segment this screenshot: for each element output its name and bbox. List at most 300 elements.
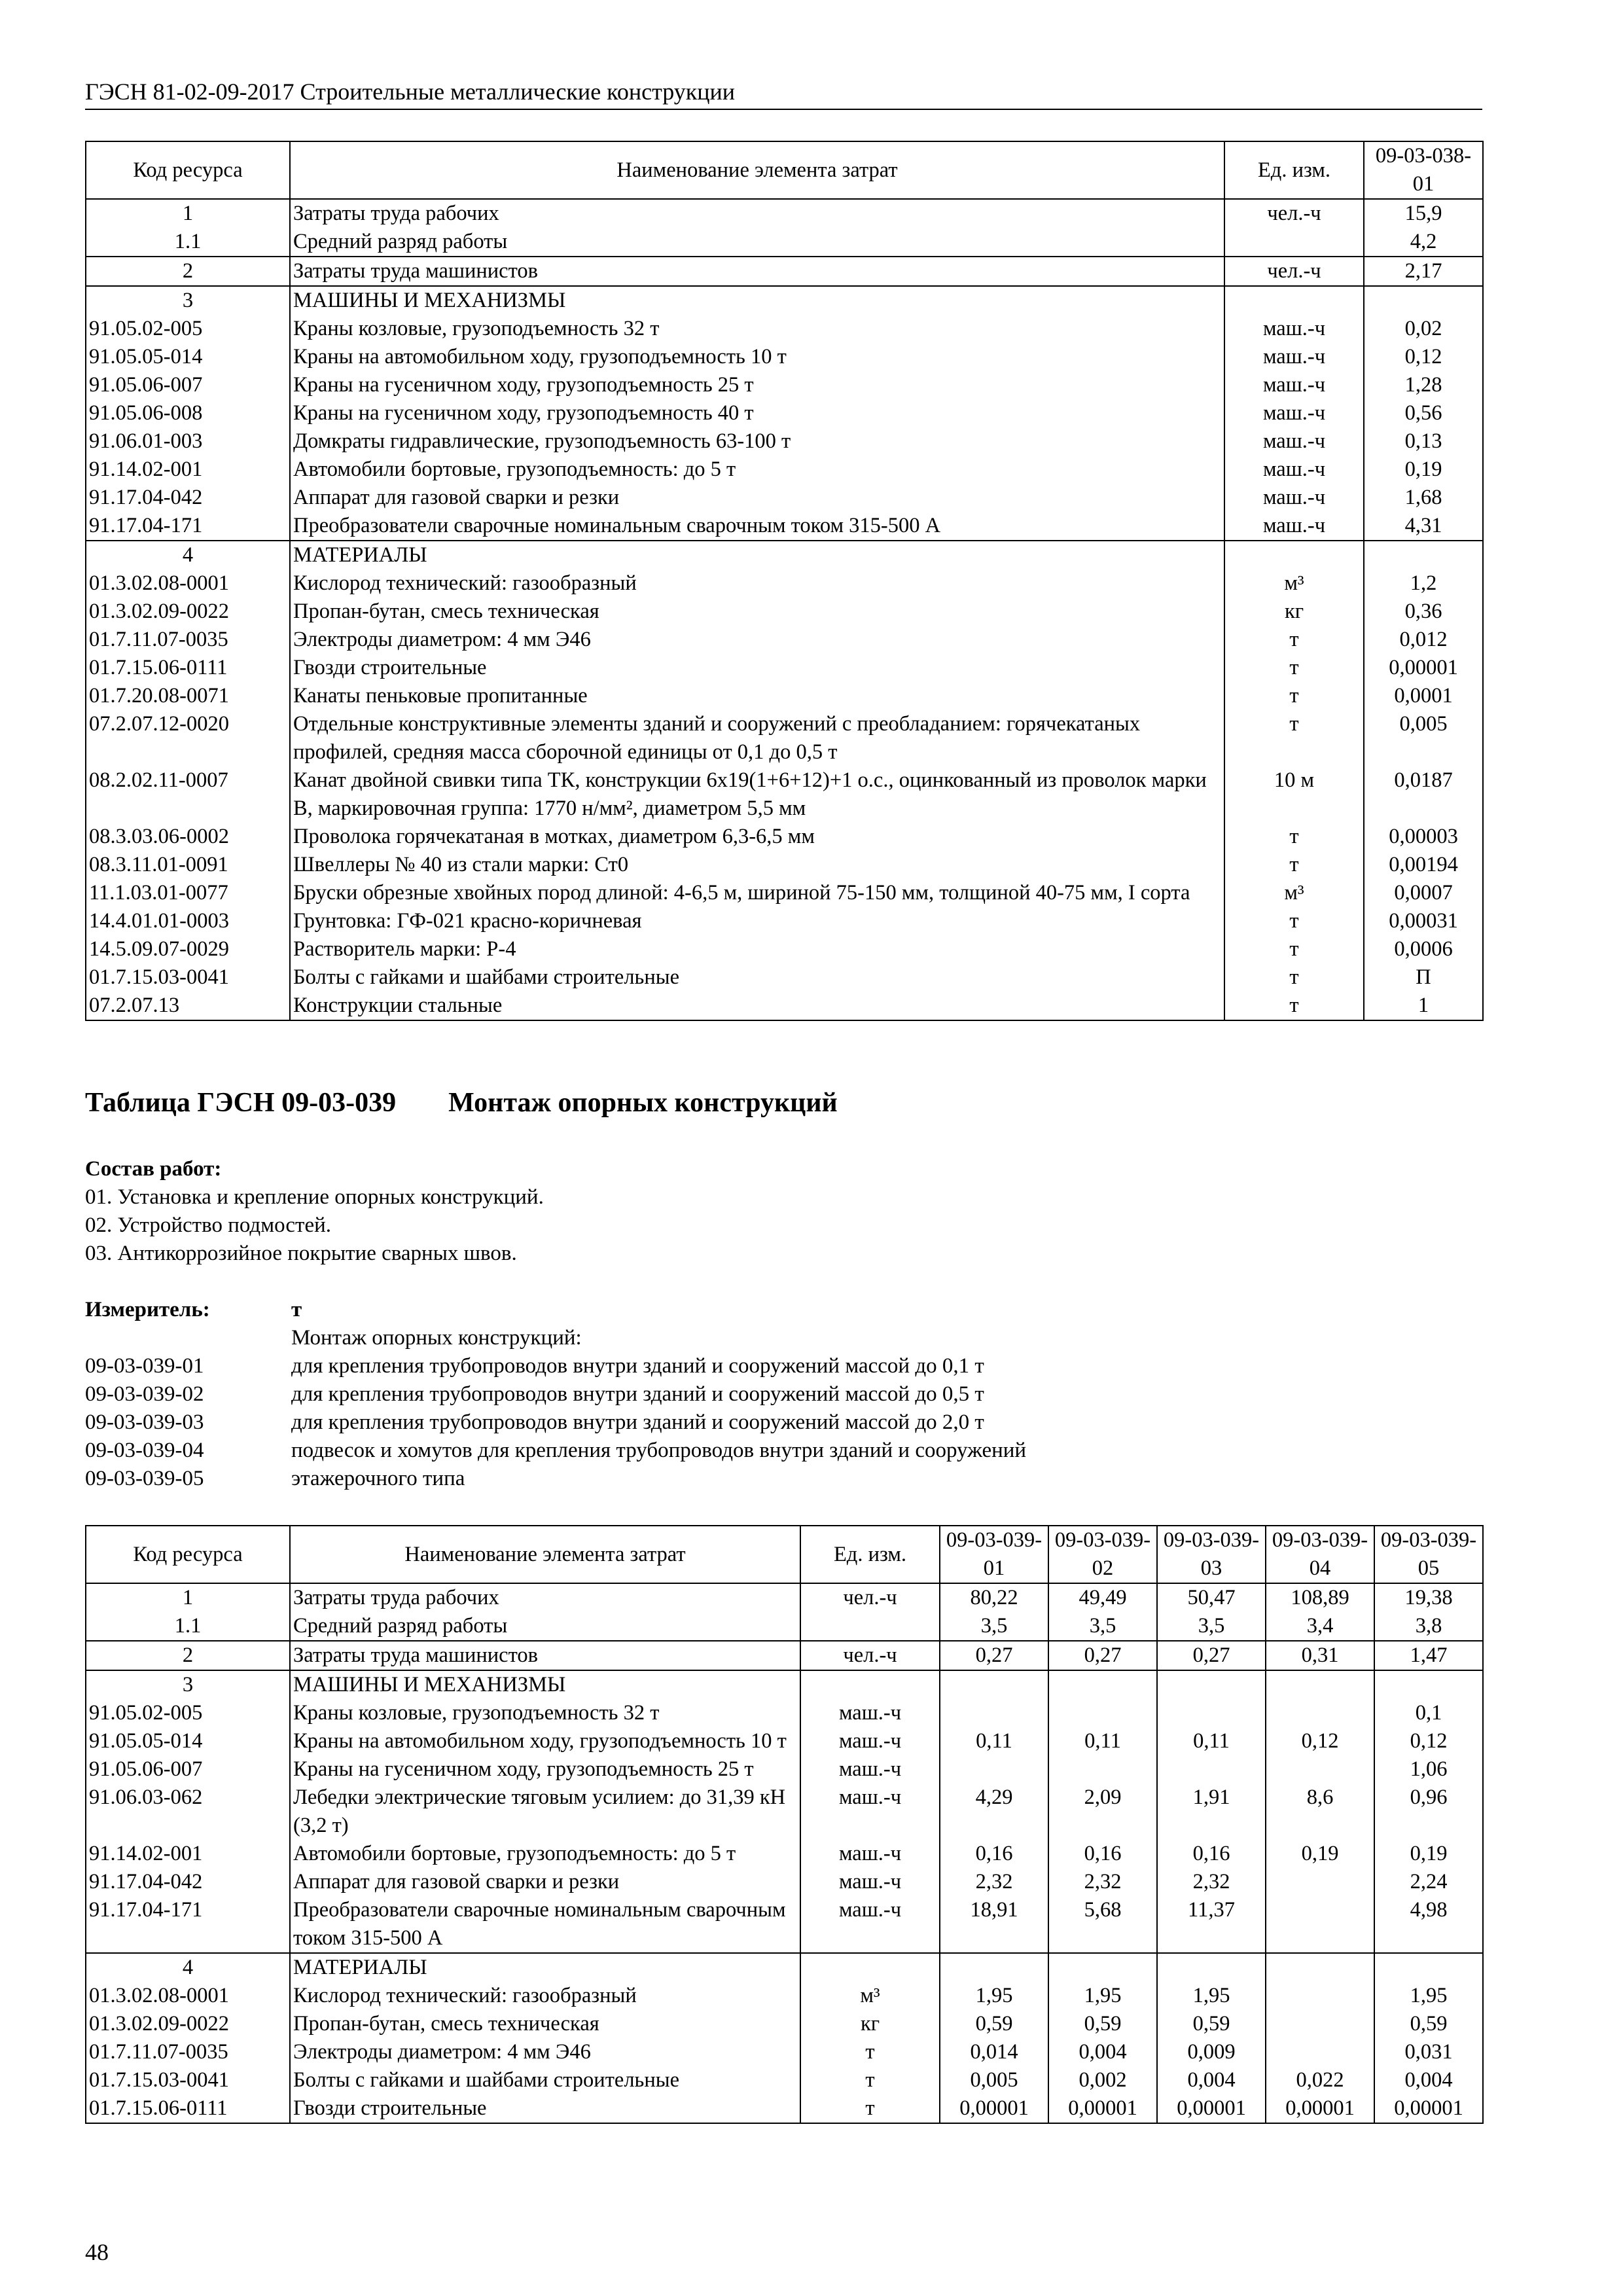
resource-value: 0,12	[1374, 1727, 1483, 1755]
col-header-unit: Ед. изм.	[1224, 141, 1364, 199]
resource-value: 0,00194	[1364, 851, 1483, 879]
resource-value: 8,6	[1266, 1784, 1374, 1840]
resource-code: 91.14.02-001	[86, 456, 290, 484]
resource-name: Затраты труда машинистов	[290, 1641, 800, 1670]
measurement-item	[85, 1408, 1482, 1437]
resource-unit: маш.-ч	[800, 1699, 940, 1727]
resource-table-038	[85, 141, 1484, 1021]
table-row	[86, 823, 1483, 851]
table-row	[86, 315, 1483, 343]
resource-value: 0,59	[1374, 2010, 1483, 2038]
resource-code: 07.2.07.13	[86, 992, 290, 1020]
resource-unit: т	[1224, 654, 1364, 682]
resource-name: Краны на гусеничном ходу, грузоподъемность 25 т	[290, 371, 1224, 399]
resource-value: 0,0001	[1364, 682, 1483, 710]
resource-value: 0,00001	[1374, 2094, 1483, 2123]
measurement-block	[85, 1296, 1482, 1493]
resource-value: 2,32	[940, 1868, 1048, 1896]
resource-name: Электроды диаметром: 4 мм Э46	[290, 2038, 800, 2066]
table-row	[86, 879, 1483, 907]
resource-name: Краны козловые, грузоподъемность 32 т	[290, 315, 1224, 343]
resource-code: 3	[86, 1670, 290, 1699]
resource-name: Электроды диаметром: 4 мм Э46	[290, 626, 1224, 654]
resource-value: 0,005	[1364, 710, 1483, 766]
resource-name: Болты с гайками и шайбами строительные	[290, 2066, 800, 2094]
resource-name: Гвозди строительные	[290, 2094, 800, 2123]
resource-value: 0,12	[1266, 1727, 1374, 1755]
resource-name: Швеллеры № 40 из стали марки: Ст0	[290, 851, 1224, 879]
table-row	[86, 710, 1483, 766]
resource-unit: маш.-ч	[1224, 343, 1364, 371]
resource-unit: чел.-ч	[1224, 257, 1364, 286]
resource-value: 4,2	[1364, 228, 1483, 257]
resource-unit: т	[800, 2094, 940, 2123]
resource-name: Краны на гусеничном ходу, грузоподъемность 40 т	[290, 399, 1224, 427]
resource-code: 08.2.02.11-0007	[86, 766, 290, 823]
resource-code: 2	[86, 1641, 290, 1670]
resource-value: 1,95	[1374, 1982, 1483, 2010]
resource-code: 91.17.04-042	[86, 484, 290, 512]
resource-unit: маш.-ч	[1224, 399, 1364, 427]
table-title	[85, 1086, 838, 1119]
table-row	[86, 1641, 1483, 1670]
resource-value	[1374, 1670, 1483, 1699]
resource-value: 0,00001	[1157, 2094, 1266, 2123]
resource-unit: т	[1224, 682, 1364, 710]
resource-code: 91.05.05-014	[86, 1727, 290, 1755]
resource-value	[1157, 1699, 1266, 1727]
resource-unit: м³	[1224, 879, 1364, 907]
resource-name: Пропан-бутан, смесь техническая	[290, 2010, 800, 2038]
resource-name: Автомобили бортовые, грузоподъемность: до 5 т	[290, 456, 1224, 484]
resource-value: 0,0187	[1364, 766, 1483, 823]
resource-value	[1157, 1670, 1266, 1699]
table-row	[86, 1727, 1483, 1755]
resource-value	[1364, 541, 1483, 569]
table-row	[86, 257, 1483, 286]
col-header-value: 09-03-039-03	[1157, 1526, 1266, 1583]
work-item: 01. Установка и крепление опорных конструкций.	[85, 1185, 544, 1209]
resource-unit: т	[1224, 907, 1364, 935]
resource-name: Затраты труда рабочих	[290, 1583, 800, 1612]
resource-name: Растворитель марки: Р-4	[290, 935, 1224, 963]
resource-value: 3,8	[1374, 1612, 1483, 1641]
page-number: 48	[85, 2239, 109, 2265]
resource-unit	[1224, 286, 1364, 315]
resource-code: 91.05.06-008	[86, 399, 290, 427]
resource-value: 5,68	[1048, 1896, 1157, 1953]
resource-value: 1,2	[1364, 569, 1483, 598]
resource-name: Средний разряд работы	[290, 228, 1224, 257]
resource-value: 0,13	[1364, 427, 1483, 456]
table-row	[86, 427, 1483, 456]
resource-value: 0,96	[1374, 1784, 1483, 1840]
measurement-item-text: для крепления трубопроводов внутри зданий и сооружений массой до 2,0 т	[291, 1410, 984, 1434]
table-row	[86, 1755, 1483, 1784]
resource-code: 01.7.15.06-0111	[86, 654, 290, 682]
table-title-name: Монтаж опорных конструкций	[448, 1088, 838, 1118]
resource-value: 0,19	[1364, 456, 1483, 484]
resource-value	[1048, 1953, 1157, 1982]
resource-value: 2,32	[1048, 1868, 1157, 1896]
resource-value: 4,31	[1364, 512, 1483, 541]
table-row	[86, 1784, 1483, 1840]
resource-unit: маш.-ч	[800, 1896, 940, 1953]
table-row	[86, 286, 1483, 315]
resource-value: 1,28	[1364, 371, 1483, 399]
table-row	[86, 907, 1483, 935]
table-row	[86, 228, 1483, 257]
table-row	[86, 1612, 1483, 1641]
resource-value	[1266, 1868, 1374, 1896]
resource-code: 14.5.09.07-0029	[86, 935, 290, 963]
col-header-value: 09-03-039-04	[1266, 1526, 1374, 1583]
resource-code: 91.06.03-062	[86, 1784, 290, 1840]
table-row	[86, 992, 1483, 1020]
resource-name: Аппарат для газовой сварки и резки	[290, 484, 1224, 512]
resource-value: 0,16	[1048, 1840, 1157, 1868]
resource-code: 01.7.15.06-0111	[86, 2094, 290, 2123]
resource-code: 01.3.02.08-0001	[86, 1982, 290, 2010]
resource-value: 3,5	[940, 1612, 1048, 1641]
work-item: 02. Устройство подмостей.	[85, 1213, 332, 1237]
resource-value: 0,19	[1374, 1840, 1483, 1868]
resource-unit: кг	[800, 2010, 940, 2038]
measurement-item-code: 09-03-039-05	[85, 1467, 204, 1490]
resource-unit: м³	[1224, 569, 1364, 598]
table-row	[86, 1840, 1483, 1868]
resource-code: 1.1	[86, 1612, 290, 1641]
resource-value	[1266, 1896, 1374, 1953]
resource-code: 91.17.04-042	[86, 1868, 290, 1896]
resource-name: Пропан-бутан, смесь техническая	[290, 598, 1224, 626]
table-row	[86, 512, 1483, 541]
resource-unit: маш.-ч	[800, 1784, 940, 1840]
resource-value: 1,91	[1157, 1784, 1266, 1840]
resource-name: Бруски обрезные хвойных пород длиной: 4-6,5 м, шириной 75-150 мм, толщиной 40-75 мм, I сорта	[290, 879, 1224, 907]
resource-unit	[1224, 541, 1364, 569]
measurement-intro-row	[85, 1324, 1482, 1352]
resource-unit: чел.-ч	[800, 1641, 940, 1670]
resource-value: 0,02	[1364, 315, 1483, 343]
resource-unit: маш.-ч	[1224, 512, 1364, 541]
resource-value	[1266, 1953, 1374, 1982]
resource-value: 1,95	[940, 1982, 1048, 2010]
table-row	[86, 2066, 1483, 2094]
resource-unit: чел.-ч	[1224, 199, 1364, 228]
resource-code: 4	[86, 1953, 290, 1982]
resource-unit	[1224, 228, 1364, 257]
resource-code: 01.7.11.07-0035	[86, 626, 290, 654]
table-row	[86, 456, 1483, 484]
resource-value	[1157, 1953, 1266, 1982]
resource-value	[1048, 1699, 1157, 1727]
resource-value: 4,98	[1374, 1896, 1483, 1953]
col-header-unit: Ед. изм.	[800, 1526, 940, 1583]
col-header-name: Наименование элемента затрат	[290, 141, 1224, 199]
table-row	[86, 371, 1483, 399]
table-row	[86, 1982, 1483, 2010]
resource-value: 0,00001	[1048, 2094, 1157, 2123]
resource-value	[1048, 1670, 1157, 1699]
resource-value	[1266, 1982, 1374, 2010]
measurement-label: Измеритель:	[85, 1298, 210, 1321]
resource-value	[1374, 1953, 1483, 1982]
measurement-item-code: 09-03-039-02	[85, 1382, 204, 1406]
resource-code: 91.06.01-003	[86, 427, 290, 456]
resource-value: 0,59	[940, 2010, 1048, 2038]
resource-value: 0,00001	[1266, 2094, 1374, 2123]
measurement-item	[85, 1437, 1482, 1465]
resource-value: 0,031	[1374, 2038, 1483, 2066]
resource-value	[1266, 1699, 1374, 1727]
resource-code: 01.7.11.07-0035	[86, 2038, 290, 2066]
resource-value: 0,59	[1157, 2010, 1266, 2038]
resource-value	[940, 1953, 1048, 1982]
resource-code: 08.3.11.01-0091	[86, 851, 290, 879]
resource-value: 0,009	[1157, 2038, 1266, 2066]
measurement-item-text: для крепления трубопроводов внутри зданий и сооружений массой до 0,5 т	[291, 1382, 984, 1406]
resource-value: 50,47	[1157, 1583, 1266, 1612]
resource-table-039	[85, 1525, 1484, 2124]
resource-unit	[800, 1612, 940, 1641]
work-composition	[85, 1155, 544, 1268]
resource-code: 4	[86, 541, 290, 569]
resource-value: 0,16	[1157, 1840, 1266, 1868]
table-row	[86, 399, 1483, 427]
resource-value: 0,11	[940, 1727, 1048, 1755]
resource-value: 0,27	[1157, 1641, 1266, 1670]
resource-name: Домкраты гидравлические, грузоподъемность 63-100 т	[290, 427, 1224, 456]
resource-unit: т	[1224, 710, 1364, 766]
table-row	[86, 2038, 1483, 2066]
resource-value: 0,002	[1048, 2066, 1157, 2094]
resource-code: 91.05.05-014	[86, 343, 290, 371]
resource-name: Преобразователи сварочные номинальным сварочным током 315-500 А	[290, 512, 1224, 541]
measurement-item-code: 09-03-039-03	[85, 1410, 204, 1434]
resource-value: 0,0006	[1364, 935, 1483, 963]
table-row	[86, 541, 1483, 569]
resource-unit: маш.-ч	[1224, 371, 1364, 399]
resource-value: 0,004	[1374, 2066, 1483, 2094]
table-row	[86, 2010, 1483, 2038]
resource-value: 3,4	[1266, 1612, 1374, 1641]
resource-name: Преобразователи сварочные номинальным сварочным током 315-500 А	[290, 1896, 800, 1953]
resource-value: 0,004	[1157, 2066, 1266, 2094]
table-row	[86, 598, 1483, 626]
measurement-unit-row	[85, 1296, 1482, 1324]
resource-name: Краны козловые, грузоподъемность 32 т	[290, 1699, 800, 1727]
resource-value: П	[1364, 963, 1483, 992]
resource-value: 0,31	[1266, 1641, 1374, 1670]
resource-value: 0,36	[1364, 598, 1483, 626]
table-row	[86, 1670, 1483, 1699]
resource-value: 1,06	[1374, 1755, 1483, 1784]
resource-unit: т	[1224, 823, 1364, 851]
resource-value	[1266, 1755, 1374, 1784]
resource-value: 1,95	[1157, 1982, 1266, 2010]
resource-value: 2,17	[1364, 257, 1483, 286]
table-header-row	[86, 1526, 1483, 1583]
table-header-row	[86, 141, 1483, 199]
resource-value	[1364, 286, 1483, 315]
resource-unit: маш.-ч	[1224, 456, 1364, 484]
resource-value: 0,014	[940, 2038, 1048, 2066]
resource-value: 3,5	[1157, 1612, 1266, 1641]
measurement-item	[85, 1465, 1482, 1493]
resource-name: Аппарат для газовой сварки и резки	[290, 1868, 800, 1896]
resource-name: Затраты труда рабочих	[290, 199, 1224, 228]
table-row	[86, 654, 1483, 682]
resource-code: 08.3.03.06-0002	[86, 823, 290, 851]
resource-code: 01.3.02.09-0022	[86, 2010, 290, 2038]
resource-value	[1048, 1755, 1157, 1784]
col-header-code: Код ресурса	[86, 1526, 290, 1583]
resource-value: 4,29	[940, 1784, 1048, 1840]
col-header-value: 09-03-039-01	[940, 1526, 1048, 1583]
table-row	[86, 2094, 1483, 2123]
resource-value: 0,00003	[1364, 823, 1483, 851]
resource-value: 0,16	[940, 1840, 1048, 1868]
col-header-value: 09-03-038-01	[1364, 141, 1483, 199]
resource-value	[1266, 2038, 1374, 2066]
table-row	[86, 484, 1483, 512]
resource-value: 0,00001	[940, 2094, 1048, 2123]
resource-unit: т	[800, 2038, 940, 2066]
resource-value: 0,11	[1048, 1727, 1157, 1755]
resource-unit: маш.-ч	[800, 1868, 940, 1896]
resource-unit: маш.-ч	[800, 1840, 940, 1868]
table-row	[86, 682, 1483, 710]
resource-value: 15,9	[1364, 199, 1483, 228]
col-header-value: 09-03-039-05	[1374, 1526, 1483, 1583]
resource-code: 91.14.02-001	[86, 1840, 290, 1868]
measurement-intro: Монтаж опорных конструкций:	[291, 1326, 582, 1350]
resource-unit: т	[1224, 626, 1364, 654]
resource-code: 14.4.01.01-0003	[86, 907, 290, 935]
resource-unit: т	[1224, 935, 1364, 963]
resource-code: 01.3.02.08-0001	[86, 569, 290, 598]
measurement-item-text: для крепления трубопроводов внутри зданий и сооружений массой до 0,1 т	[291, 1354, 984, 1378]
resource-name: Лебедки электрические тяговым усилием: до 31,39 кН (3,2 т)	[290, 1784, 800, 1840]
resource-unit: 10 м	[1224, 766, 1364, 823]
resource-value: 3,5	[1048, 1612, 1157, 1641]
resource-unit: т	[1224, 851, 1364, 879]
resource-code: 1	[86, 199, 290, 228]
resource-code: 91.05.06-007	[86, 371, 290, 399]
resource-code: 3	[86, 286, 290, 315]
resource-name: Гвозди строительные	[290, 654, 1224, 682]
resource-value: 108,89	[1266, 1583, 1374, 1612]
resource-value	[940, 1755, 1048, 1784]
resource-value: 49,49	[1048, 1583, 1157, 1612]
col-header-value: 09-03-039-02	[1048, 1526, 1157, 1583]
resource-unit: т	[1224, 992, 1364, 1020]
resource-name: МАШИНЫ И МЕХАНИЗМЫ	[290, 1670, 800, 1699]
table-title-label: Таблица ГЭСН 09-03-039	[85, 1088, 397, 1118]
resource-value: 0,27	[940, 1641, 1048, 1670]
resource-value: 0,00031	[1364, 907, 1483, 935]
resource-name: Кислород технический: газообразный	[290, 1982, 800, 2010]
resource-code: 1	[86, 1583, 290, 1612]
resource-value: 0,27	[1048, 1641, 1157, 1670]
resource-code: 11.1.03.01-0077	[86, 879, 290, 907]
resource-unit: кг	[1224, 598, 1364, 626]
table-row	[86, 1868, 1483, 1896]
resource-unit: т	[800, 2066, 940, 2094]
resource-value	[940, 1670, 1048, 1699]
resource-name: Грунтовка: ГФ-021 красно-коричневая	[290, 907, 1224, 935]
resource-value: 0,59	[1048, 2010, 1157, 2038]
resource-value: 1,68	[1364, 484, 1483, 512]
resource-value: 0,56	[1364, 399, 1483, 427]
resource-value: 0,012	[1364, 626, 1483, 654]
resource-name: Канаты пеньковые пропитанные	[290, 682, 1224, 710]
resource-code: 91.17.04-171	[86, 512, 290, 541]
resource-code: 01.7.15.03-0041	[86, 2066, 290, 2094]
resource-value	[1157, 1755, 1266, 1784]
col-header-name: Наименование элемента затрат	[290, 1526, 800, 1583]
table-row	[86, 963, 1483, 992]
resource-code: 2	[86, 257, 290, 286]
resource-value: 0,022	[1266, 2066, 1374, 2094]
resource-value: 0,1	[1374, 1699, 1483, 1727]
resource-value: 0,0007	[1364, 879, 1483, 907]
resource-unit: м³	[800, 1982, 940, 2010]
resource-value: 0,004	[1048, 2038, 1157, 2066]
resource-unit: маш.-ч	[1224, 315, 1364, 343]
resource-name: Конструкции стальные	[290, 992, 1224, 1020]
table-row	[86, 766, 1483, 823]
resource-unit	[800, 1953, 940, 1982]
table-row	[86, 569, 1483, 598]
resource-value: 11,37	[1157, 1896, 1266, 1953]
resource-unit: маш.-ч	[800, 1755, 940, 1784]
resource-value	[940, 1699, 1048, 1727]
measurement-item-code: 09-03-039-01	[85, 1354, 204, 1378]
resource-name: Канат двойной свивки типа ТК, конструкции 6х19(1+6+12)+1 о.с., оцинкованный из проволок марки В, маркировочная группа: 1770 н/мм², диаметром 5,5 мм	[290, 766, 1224, 823]
resource-value: 0,00001	[1364, 654, 1483, 682]
table-row	[86, 199, 1483, 228]
resource-value: 0,11	[1157, 1727, 1266, 1755]
measurement-item	[85, 1380, 1482, 1408]
resource-code: 91.05.02-005	[86, 1699, 290, 1727]
measurement-item-text: подвесок и хомутов для крепления трубопроводов внутри зданий и сооружений	[291, 1439, 1027, 1462]
resource-unit: маш.-ч	[800, 1727, 940, 1755]
resource-value: 0,19	[1266, 1840, 1374, 1868]
resource-value: 1	[1364, 992, 1483, 1020]
measurement-item	[85, 1352, 1482, 1380]
resource-name: МАТЕРИАЛЫ	[290, 541, 1224, 569]
resource-value: 0,12	[1364, 343, 1483, 371]
measurement-unit: т	[291, 1298, 302, 1321]
resource-value: 80,22	[940, 1583, 1048, 1612]
resource-code: 07.2.07.12-0020	[86, 710, 290, 766]
resource-unit: чел.-ч	[800, 1583, 940, 1612]
resource-value: 0,005	[940, 2066, 1048, 2094]
resource-name: Краны на автомобильном ходу, грузоподъемность 10 т	[290, 343, 1224, 371]
work-item: 03. Антикоррозийное покрытие сварных швов.	[85, 1242, 517, 1265]
resource-value: 2,24	[1374, 1868, 1483, 1896]
resource-code: 91.05.06-007	[86, 1755, 290, 1784]
resource-name: Кислород технический: газообразный	[290, 569, 1224, 598]
resource-unit: маш.-ч	[1224, 427, 1364, 456]
resource-name: Затраты труда машинистов	[290, 257, 1224, 286]
resource-value: 2,09	[1048, 1784, 1157, 1840]
resource-code: 1.1	[86, 228, 290, 257]
resource-value: 18,91	[940, 1896, 1048, 1953]
resource-value: 1,95	[1048, 1982, 1157, 2010]
